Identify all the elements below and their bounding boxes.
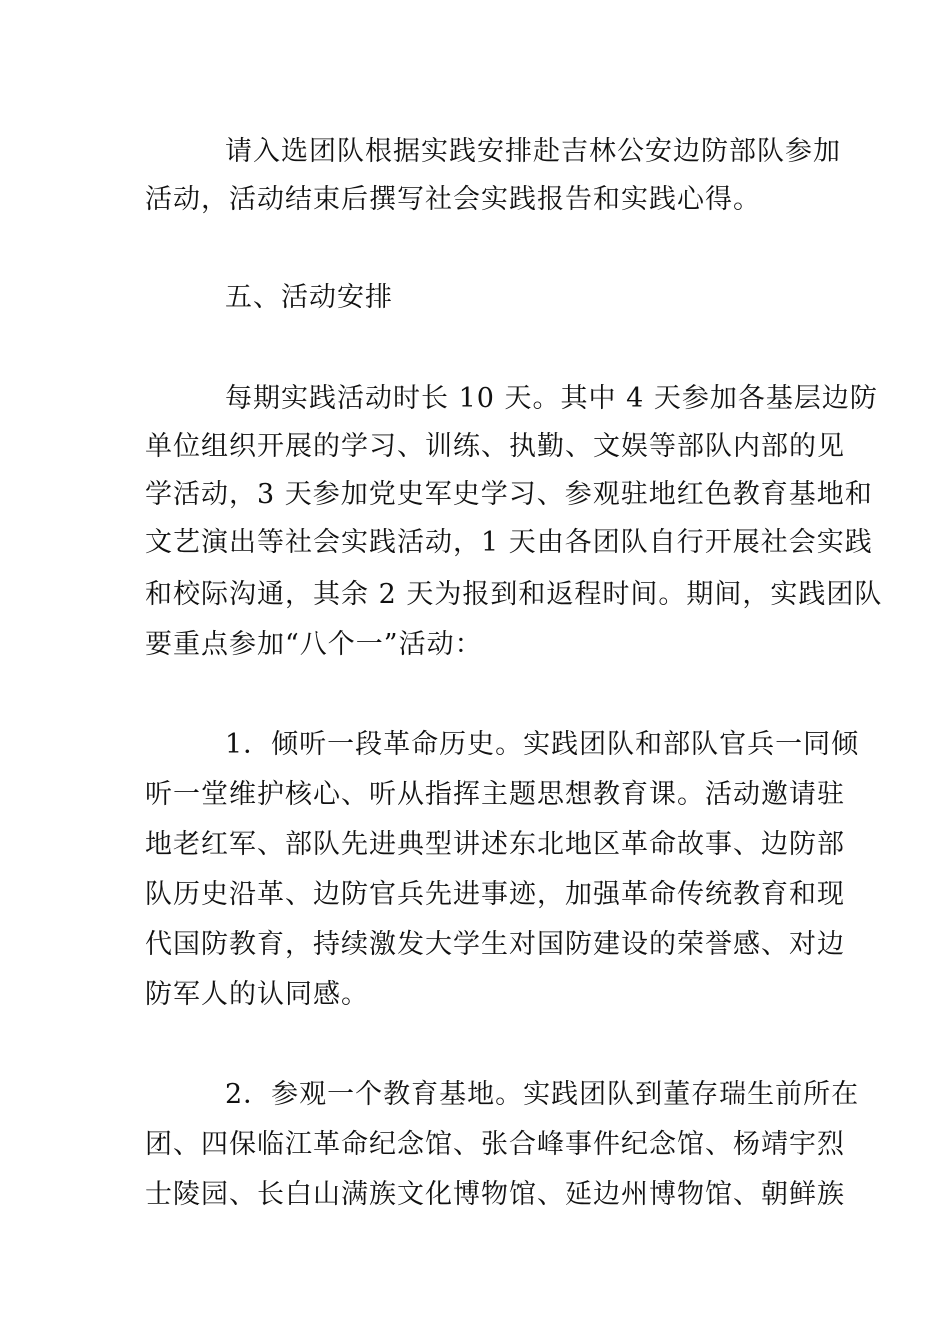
paragraph-2-line-5: 和校际沟通，其余 2 天为报到和返程时间。期间，实践团队 [145, 579, 883, 610]
paragraph-2-line-3: 学活动，3 天参加党史军史学习、参观驻地红色教育基地和 [145, 479, 873, 510]
paragraph-1-line-1: 请入选团队根据实践安排赴吉林公安边防部队参加 [225, 136, 841, 167]
item-2-line-2: 团、四保临江革命纪念馆、张合峰事件纪念馆、杨靖宇烈 [145, 1129, 845, 1160]
paragraph-2-line-6: 要重点参加“八个一”活动： [145, 629, 483, 660]
item-2-line-3: 士陵园、长白山满族文化博物馆、延边州博物馆、朝鲜族 [145, 1179, 845, 1210]
item-1-line-6: 防军人的认同感。 [145, 979, 369, 1010]
section-heading-5: 五、活动安排 [225, 282, 393, 313]
item-1-line-1: 1．倾听一段革命历史。实践团队和部队官兵一同倾 [225, 729, 860, 760]
item-1-line-2: 听一堂维护核心、听从指挥主题思想教育课。活动邀请驻 [145, 779, 845, 810]
item-1-line-3: 地老红军、部队先进典型讲述东北地区革命故事、边防部 [145, 829, 845, 860]
item-1-line-4: 队历史沿革、边防官兵先进事迹，加强革命传统教育和现 [145, 879, 845, 910]
item-2-line-1: 2．参观一个教育基地。实践团队到董存瑞生前所在 [225, 1079, 860, 1110]
paragraph-2-line-4: 文艺演出等社会实践活动，1 天由各团队自行开展社会实践 [145, 527, 873, 558]
paragraph-2-line-1: 每期实践活动时长 10 天。其中 4 天参加各基层边防 [225, 383, 878, 414]
paragraph-2-line-2: 单位组织开展的学习、训练、执勤、文娱等部队内部的见 [145, 431, 845, 462]
paragraph-1-line-2: 活动，活动结束后撰写社会实践报告和实践心得。 [145, 184, 761, 215]
item-1-line-5: 代国防教育，持续激发大学生对国防建设的荣誉感、对边 [145, 929, 845, 960]
